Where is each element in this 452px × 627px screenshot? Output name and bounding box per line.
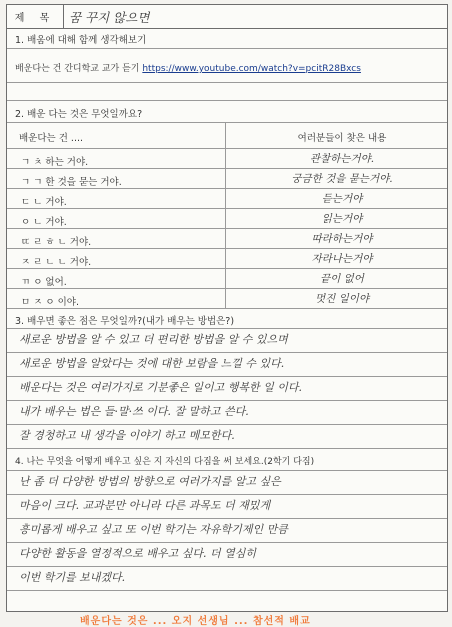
table-row: [7, 229, 447, 249]
table-row: [7, 189, 447, 209]
blank-row: [7, 591, 447, 611]
section3-line: 배운다는 것은 여러가지로 기분좋은 일이고 행복한 일 이다.: [19, 381, 302, 394]
section1-heading: 1. 배움에 대해 함께 생각해보기: [15, 35, 147, 46]
title-label: 제 목: [7, 5, 64, 28]
writing-line: [7, 401, 447, 425]
answer-cell: 읽는거야: [321, 213, 363, 225]
youtube-link[interactable]: https://www.youtube.com/watch?v=pcitR28Bxcs: [142, 64, 361, 74]
hint-cell: ㄷ ㄴ 거야.: [21, 197, 67, 208]
hint-cell: ㅁ ㅈ ㅇ 이야.: [21, 297, 79, 308]
writing-line: [7, 495, 447, 519]
section4-line: 난 좀 더 다양한 방법의 방향으로 여러가지를 알고 싶은: [19, 475, 281, 488]
section4-line: 마음이 크다. 교과분만 아니라 다른 과목도 더 재밌게: [19, 499, 271, 512]
section3-line: 내가 배우는 법은 들·말·쓰 이다. 잘 말하고 쓴다.: [19, 405, 249, 418]
hint-cell: ㄱ ㄱ 한 것을 묻는 거야.: [21, 177, 122, 188]
blank-row: [7, 83, 447, 101]
section1-heading-row: [7, 29, 447, 49]
hint-cell: ㄱ ㅊ 하는 거야.: [21, 157, 89, 168]
section3-heading: 3. 배우면 좋은 점은 무엇일까?(내가 배우는 방법은?): [15, 316, 235, 327]
section4-line: 다양한 활동을 열정적으로 배우고 싶다. 더 열심히: [19, 547, 256, 560]
writing-line: [7, 329, 447, 353]
worksheet: [6, 4, 448, 612]
hint-cell: ㄲ ㅇ 없어.: [21, 277, 67, 288]
col-left-header: 배운다는 건 ....: [19, 133, 84, 144]
section4-line: 이번 학기를 보내겠다.: [19, 571, 126, 584]
section1-line: [15, 61, 361, 74]
answer-cell: 궁금한 것을 묻는거야.: [291, 173, 393, 185]
table-row: [7, 209, 447, 229]
section3-line: 새로운 방법을 알 수 있고 더 편리한 방법을 알 수 있으며: [19, 333, 288, 346]
section2-heading: 2. 배운 다는 것은 무엇일까요?: [15, 109, 143, 120]
answer-cell: 듣는거야: [321, 193, 363, 205]
footer-text: 배운다는 것은 ... 오지 선생님 ... 참선적 배교: [80, 616, 311, 627]
hint-cell: ㅈ ㄹ ㄴ ㄴ 거야.: [21, 257, 92, 268]
section2-columns-row: [7, 123, 447, 149]
table-row: [7, 169, 447, 189]
title-row: [7, 5, 447, 29]
writing-line: [7, 471, 447, 495]
hint-cell: ㅇ ㄴ 거야.: [21, 217, 67, 228]
writing-line: [7, 543, 447, 567]
writing-line: [7, 519, 447, 543]
writing-line: [7, 353, 447, 377]
table-row: [7, 289, 447, 309]
table-row: [7, 249, 447, 269]
section4-heading: 4. 나는 무엇을 어떻게 배우고 싶은 지 자신의 다짐을 써 보세요.(2학기 다짐): [15, 457, 315, 467]
section2-heading-row: [7, 101, 447, 123]
section3-line: 잘 경청하고 내 생각을 이야기 하고 메모한다.: [19, 429, 235, 442]
writing-line: [7, 567, 447, 591]
answer-cell: 멋진 일이야: [314, 293, 370, 305]
hint-cell: ㄸ ㄹ ㅎ ㄴ 거야.: [21, 237, 92, 248]
col-right-header: 여러분들이 찾은 내용: [297, 133, 387, 144]
section1-content-row: [7, 49, 447, 83]
answer-cell: 끝이 없어: [320, 273, 364, 285]
writing-line: [7, 377, 447, 401]
answer-cell: 자라나는거야: [311, 253, 373, 265]
answer-cell: 따라하는거야: [311, 233, 373, 245]
answer-cell: 관찰하는거야.: [309, 153, 375, 165]
table-row: [7, 149, 447, 169]
section4-heading-row: [7, 449, 447, 471]
title-value: 꿈 꾸지 않으면: [69, 10, 150, 25]
section1-prefix: 배운다는 건 간디학교 교가 듣기: [15, 64, 140, 74]
section3-heading-row: [7, 309, 447, 329]
section3-line: 새로운 방법을 알았다는 것에 대한 보람을 느낄 수 있다.: [19, 357, 285, 370]
section4-line: 흥미롭게 배우고 싶고 또 이번 학기는 자유학기제인 만큼: [19, 523, 288, 536]
writing-line: [7, 425, 447, 449]
table-row: [7, 269, 447, 289]
